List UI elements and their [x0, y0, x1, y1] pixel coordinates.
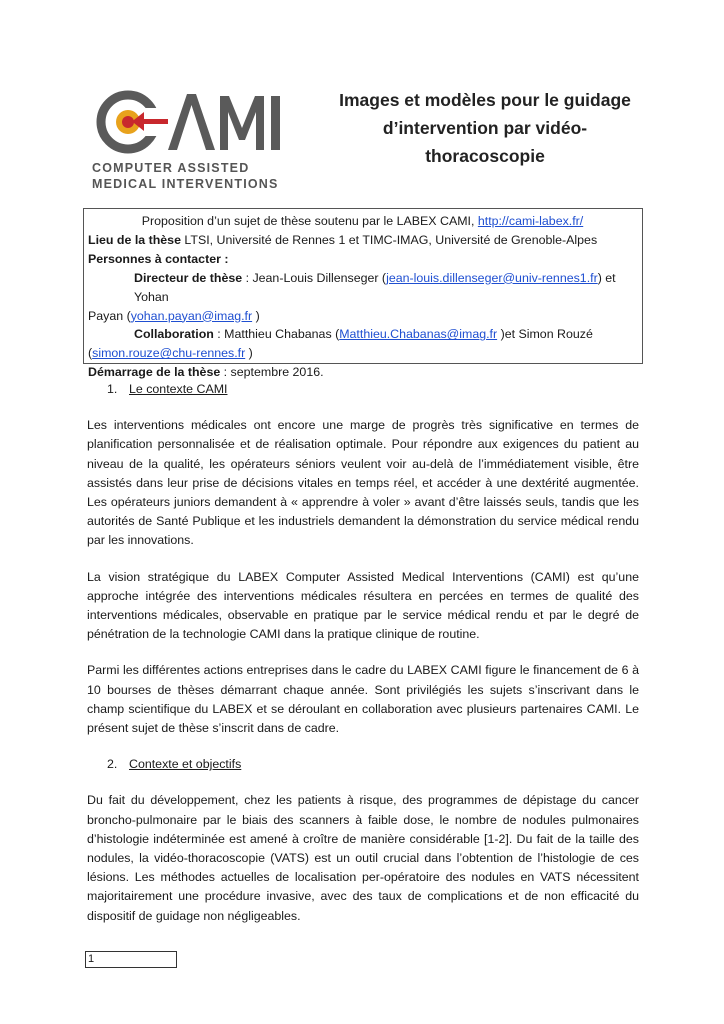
- section-2-heading: [107, 755, 639, 774]
- document-body: [87, 380, 639, 943]
- contacts-label: Personnes à contacter :: [88, 251, 229, 266]
- logo-tagline-line2: MEDICAL INTERVENTIONS: [92, 177, 279, 191]
- demarrage-value: : septembre 2016.: [220, 365, 324, 380]
- lieu-label: Lieu de la thèse: [88, 232, 181, 247]
- logo-tagline: [92, 160, 292, 192]
- title-line-2: d’intervention par vidéo-: [382, 118, 588, 138]
- directeur-label: Directeur de thèse: [134, 270, 243, 285]
- proposal-text: Proposition d’un sujet de thèse soutenu par le LABEX CAMI,: [141, 214, 478, 228]
- section-1-title: Le contexte CAMI: [129, 382, 228, 396]
- directeur-text-1: : Jean-Louis Dillenseger (: [242, 270, 387, 285]
- logo-tagline-line1: COMPUTER ASSISTED: [92, 161, 250, 175]
- section-2-title: Contexte et objectifs: [129, 757, 242, 772]
- collab-text-4: ): [245, 346, 253, 361]
- section-2-paragraph-1: Du fait du développement, chez les patients à risque, des programmes de dépistage du cancer broncho-pulmonaire par le biais des scanners à faible dose, le nombre de nodules pulmonaires d’histologie indéterminée est amené à croître de manière considérable [1-2]. Du fait de la taille des nodules, la vidéo-thoracoscopie (VATS) est un outil crucial dans l’obtention de l’histologie de ces lésions. Les méthodes actuelles de localisation per-opératoire des nodules en VATS nécessitent majoritairement une procédure invasive, avec des taux de complications et de non efficacité du dispositif de guidage non négligeables.: [87, 793, 639, 923]
- collab-text-3: (: [88, 346, 93, 361]
- cami-labex-link[interactable]: http://cami-labex.fr/: [477, 214, 584, 228]
- directeur-text-2: ) et Yohan: [134, 270, 616, 304]
- section-1-number: 1.: [107, 382, 118, 396]
- section-1-paragraph-1: Les interventions médicales ont encore une marge de progrès très significative en termes de planification personnalisée et de réalisation optimale. Pour répondre aux exigences du patient au niveau de la qualité, les opérateurs séniors veulent voir au-delà de l’immédiatement visible, être assistés dans leur prise de décisions vitales en temps réel, et accéder à une dextérité augmentée. Les opérateurs juniors demandent à « apprendre à voler » avant d’être laissés seuls, tandis que les autorités de Santé Publique et les industriels demandent la démonstration du service médical rendu par les innovations.: [87, 418, 639, 548]
- section-1-paragraph-3: Parmi les différentes actions entreprises dans le cadre du LABEX CAMI figure le financement de 6 à 10 bourses de thèses démarrant chaque année. Sont privilégiés les sujets s’inscrivant dans le champ scientifique du LABEX et se déroulant en collaboration avec plusieurs partenaires CAMI. Le présent sujet de thèse s’inscrit dans de cadre.: [87, 663, 639, 736]
- collab-label: Collaboration: [134, 327, 214, 342]
- directeur-line: [88, 269, 637, 307]
- page-number-box: 1: [85, 951, 177, 968]
- section-2-number: 2.: [107, 757, 118, 772]
- lieu-line: [88, 231, 637, 250]
- collab-line-cont: [88, 344, 637, 363]
- demarrage-label: Démarrage de la thèse: [88, 365, 221, 380]
- proposal-info-box: [83, 208, 643, 380]
- lieu-value: LTSI, Université de Rennes 1 et TIMC-IMAG, Université de Grenoble-Alpes: [180, 232, 598, 247]
- proposal-line: [88, 212, 637, 231]
- cami-logo-graphic: [92, 88, 292, 158]
- directeur-line-cont: [88, 307, 637, 326]
- title-line-3: thoracoscopie: [425, 146, 545, 166]
- directeur-text-4: ): [252, 308, 260, 323]
- section-1-heading: [107, 380, 639, 399]
- collab-line: [88, 325, 637, 344]
- chabanas-email-link[interactable]: Matthieu.Chabanas@imag.fr: [339, 327, 498, 342]
- collab-text-2: )et Simon Rouzé: [497, 327, 593, 342]
- document-title: [330, 86, 640, 170]
- contacts-line: [88, 250, 637, 269]
- rouze-email-link[interactable]: simon.rouze@chu-rennes.fr: [92, 346, 246, 361]
- payan-email-link[interactable]: yohan.payan@imag.fr: [130, 308, 253, 323]
- dillenseger-email-link[interactable]: jean-louis.dillenseger@univ-rennes1.fr: [386, 270, 598, 285]
- directeur-text-3: Payan (: [88, 308, 131, 323]
- collab-text-1: : Matthieu Chabanas (: [213, 327, 340, 342]
- section-1-paragraph-2: La vision stratégique du LABEX Computer Assisted Medical Interventions (CAMI) est qu’une approche intégrée des interventions médicales résultera en percées en termes de qualité des interventions médicales, observable en pratique par le service médical rendu et par le degré de pénétration de la technologie CAMI dans la pratique clinique de routine.: [87, 569, 639, 642]
- title-line-1: Images et modèles pour le guidage: [339, 90, 631, 110]
